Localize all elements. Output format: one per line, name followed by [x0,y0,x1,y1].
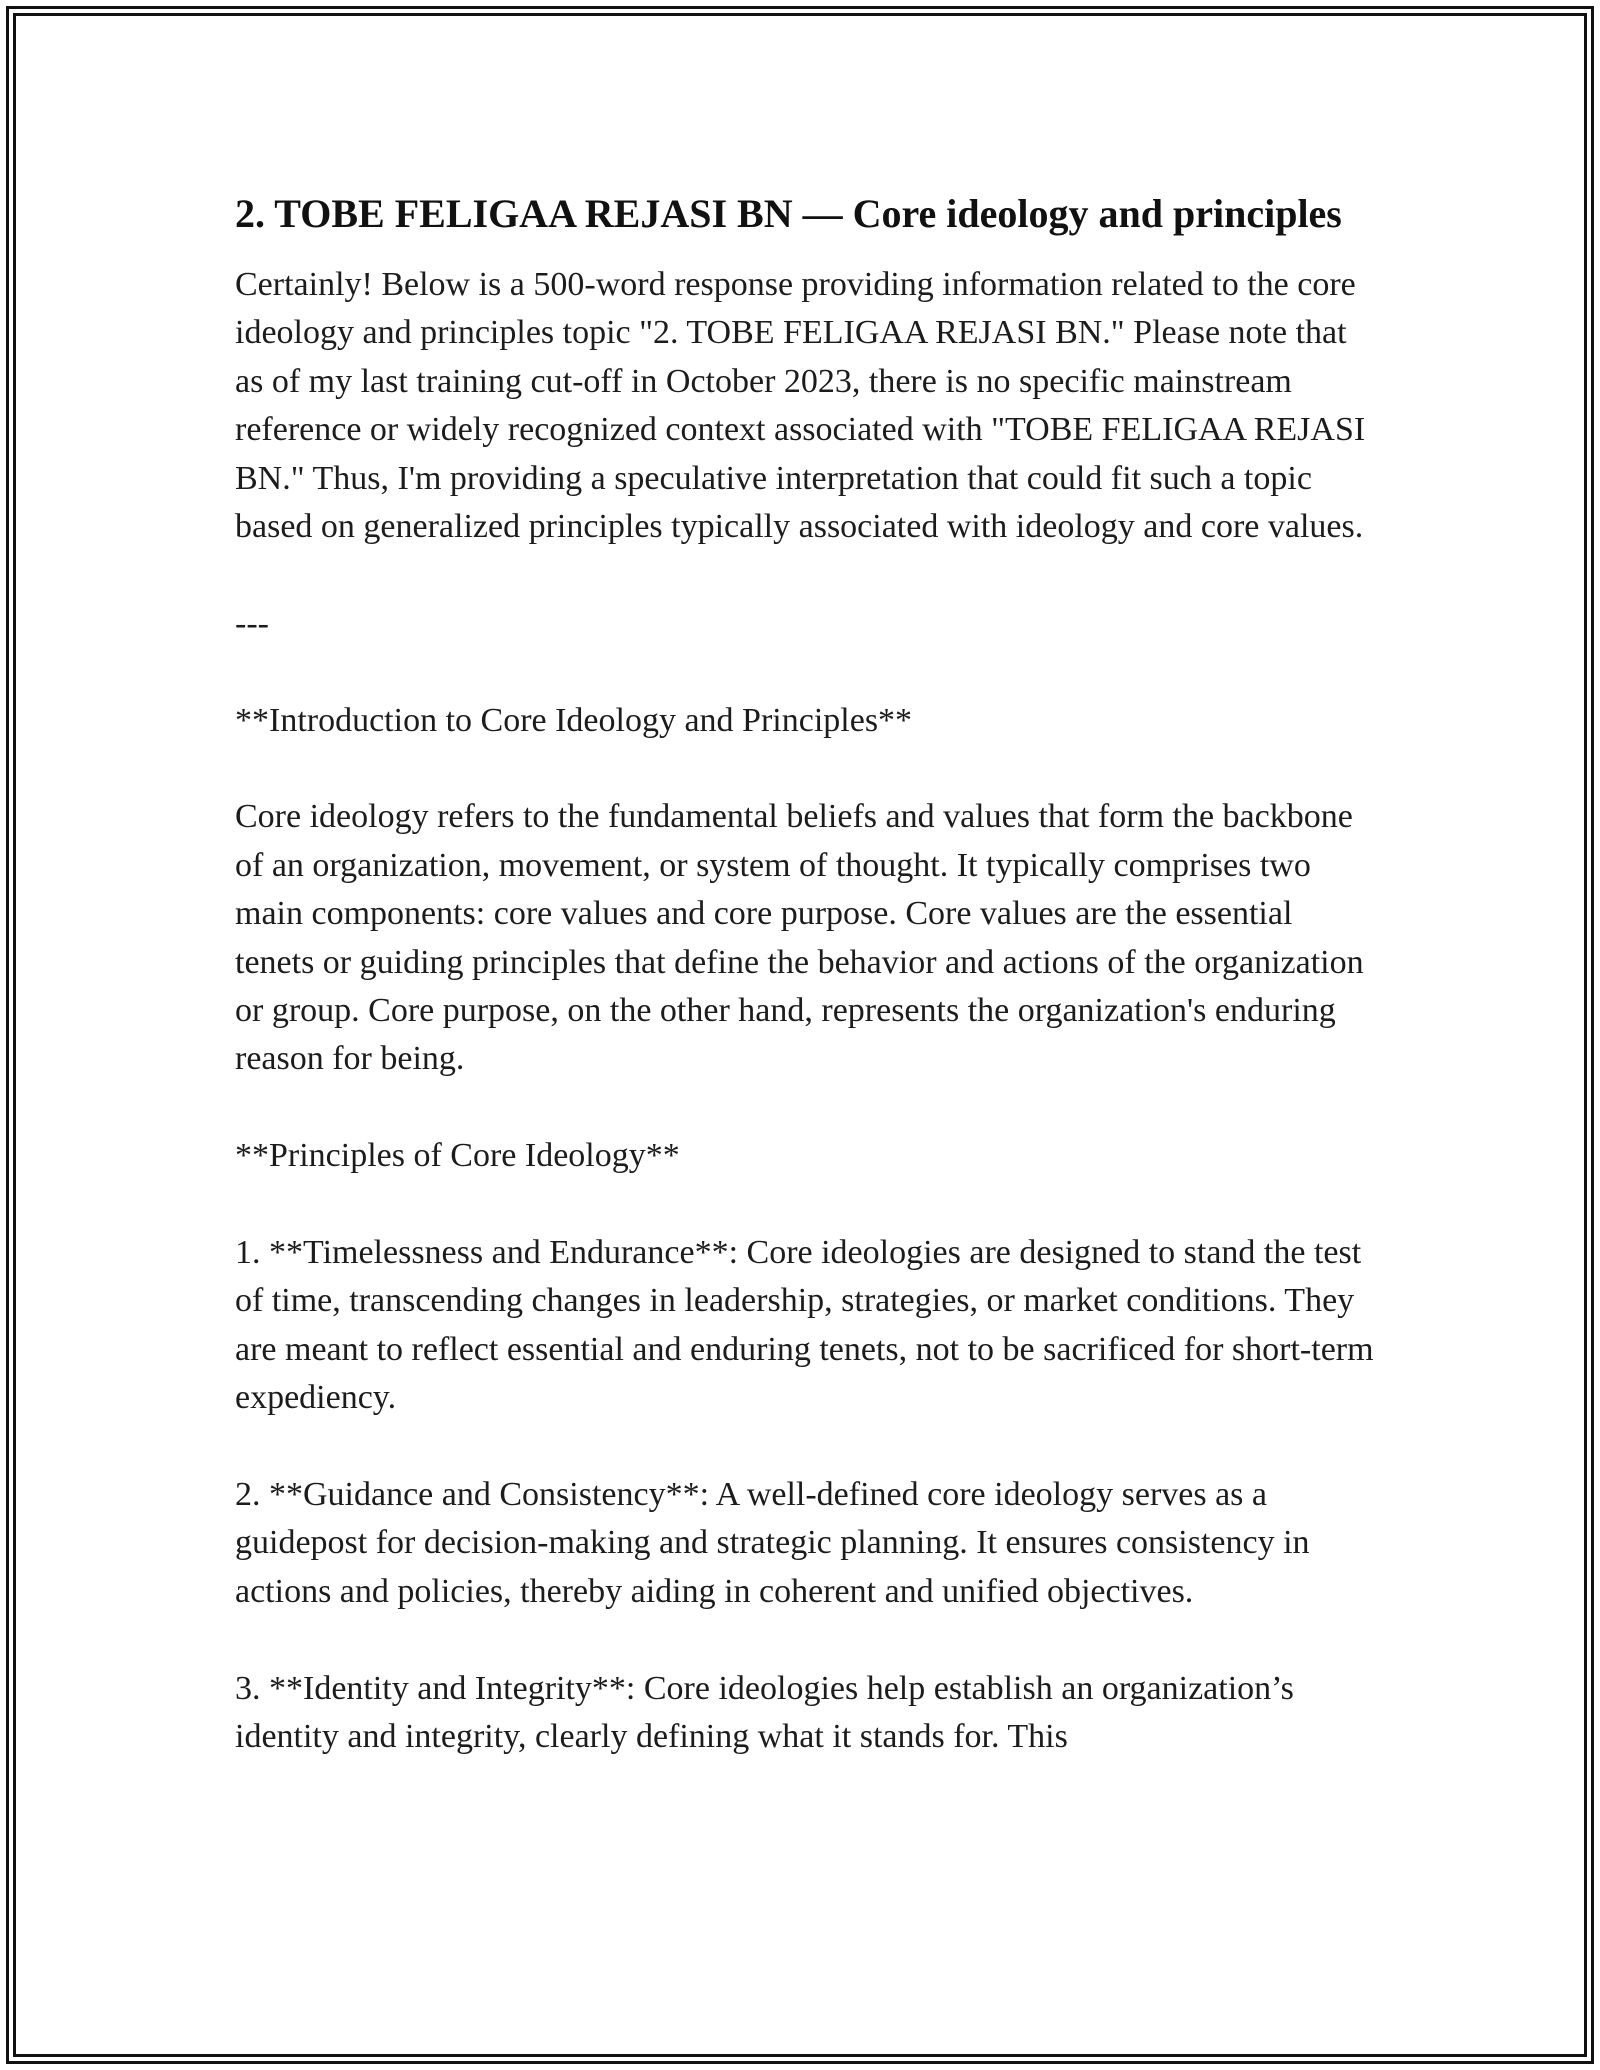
principle-item-2: 2. **Guidance and Consistency**: A well-defined core ideology serves as a guidepost for decision-making and strategic planning. It ensures consistency in actions and policies, thereby aiding in coherent and unified objectives. [235,1476,1310,1610]
section-heading-principles: **Principles of Core Ideology** [235,1137,680,1175]
section-heading-introduction: **Introduction to Core Ideology and Principles** [235,701,913,739]
separator-text: --- [235,604,269,642]
principle-item-1: 1. **Timelessness and Endurance**: Core ideologies are designed to stand the test of time, transcending changes in leadership, strategies, or market conditions. They are meant to reflect essential and enduring tenets, not to be sacrificed for short-term expediency. [235,1234,1374,1417]
document-title: 2. TOBE FELIGAA REJASI BN — Core ideology and principles [235,191,1342,236]
principle-item-3: 3. **Identity and Integrity**: Core ideologies help establish an organization’s identity and integrity, clearly defining what it stands for. This [235,1669,1294,1756]
document-body [235,186,1375,1810]
intro-paragraph: Certainly! Below is a 500-word response providing information related to the core ideology and principles topic "2. TOBE FELIGAA REJASI BN." Please note that as of my last training cut-off in October 2023, there is no specific mainstream reference or widely recognized context associated with "TOBE FELIGAA REJASI BN." Thus, I'm providing a speculative interpretation that could fit such a topic based on generalized principles typically associated with ideology and core values. [235,266,1366,546]
core-ideology-paragraph: Core ideology refers to the fundamental beliefs and values that form the backbone of an organization, movement, or system of thought. It typically comprises two main components: core values and core purpose. Core values are the essential tenets or guiding principles that define the behavior and actions of the organization or group. Core purpose, on the other hand, represents the organization's enduring reason for being. [235,798,1364,1078]
